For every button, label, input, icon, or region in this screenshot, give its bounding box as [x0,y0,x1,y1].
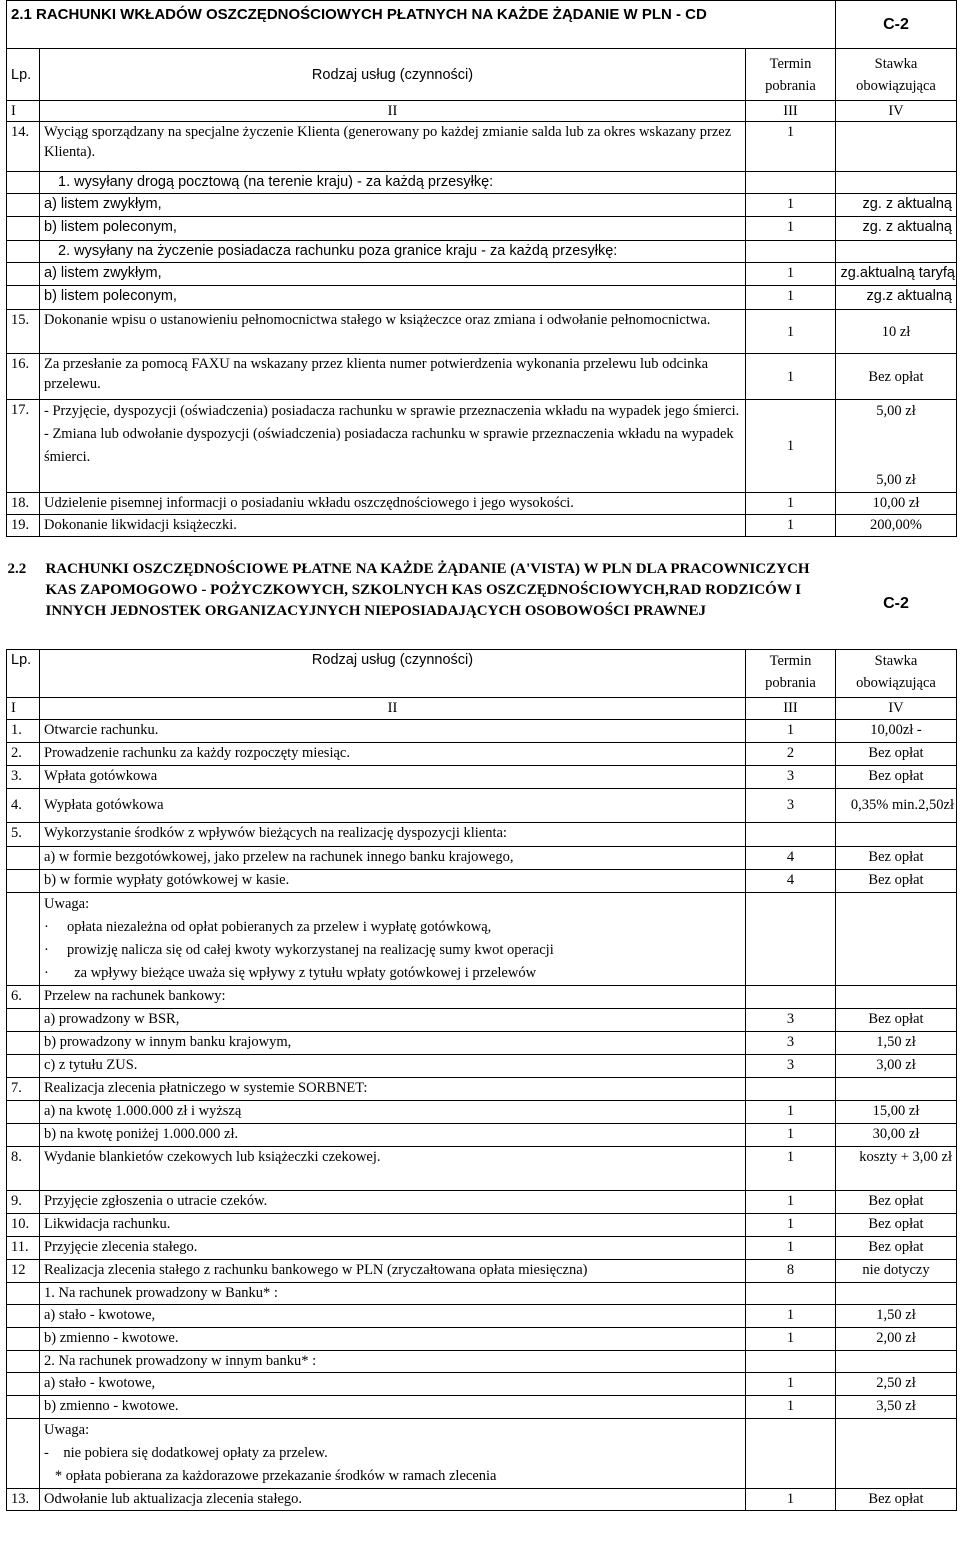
s2-col-num-iii: III [746,697,836,719]
s2-row-12-2a-term: 1 [746,1372,836,1395]
row-14-1b-rate: zg. z aktualną [836,217,957,241]
s2-row-5-lp: 5. [7,822,40,846]
s2-row-12-1a-term: 1 [746,1304,836,1327]
s2-row-5b-desc: b) w formie wypłaty gotówkowej w kasie. [40,869,746,892]
s2-row-10-rate: Bez opłat [836,1213,957,1236]
row-14-1b-desc: b) listem poleconym, [40,217,746,241]
s2-row-6c-rate: 3,00 zł [836,1054,957,1077]
s2-row-6b-desc: b) prowadzony w innym banku krajowym, [40,1031,746,1054]
s2-row-13-term: 1 [746,1488,836,1510]
s2-row-4-lp: 4. [7,788,40,822]
col-num-iv: IV [836,101,957,122]
s2-row-7b-rate: 30,00 zł [836,1123,957,1146]
s2-row-6a-desc: a) prowadzony w BSR, [40,1008,746,1031]
row-14-1-desc: 1. wysyłany drogą pocztową (na terenie kraju) - za każdą przesyłkę: [40,172,746,194]
row-15-lp: 15. [7,310,40,354]
s2-row-3-desc: Wpłata gotówkowa [40,765,746,788]
s2-row-2-desc: Prowadzenie rachunku za każdy rozpoczęty miesiąc. [40,742,746,765]
s2-row-2-rate: Bez opłat [836,742,957,765]
row-17-lp: 17. [7,400,40,493]
s2-col-num-ii: II [40,697,746,719]
row-18-rate: 10,00 zł [836,493,957,515]
s2-row-12-1b-term: 1 [746,1327,836,1350]
s2-row-12-1b-desc: b) zmienno - kwotowe. [40,1327,746,1350]
s2-header-lp: Lp. [7,649,40,697]
row-14-2a-desc: a) listem zwykłym, [40,263,746,286]
section-title: 2.1 RACHUNKI WKŁADÓW OSZCZĘDNOŚCIOWYCH PŁATNYCH NA KAŻDE ŻĄDANIE W PLN - CD [7,1,836,49]
row-14-1a-desc: a) listem zwykłym, [40,194,746,217]
s2-row-13-lp: 13. [7,1488,40,1510]
s2-row-13-desc: Odwołanie lub aktualizacja zlecenia stałego. [40,1488,746,1510]
section-2-2-code: C-2 [883,594,909,612]
s2-row-4-desc: Wypłata gotówkowa [40,788,746,822]
s2-col-num-i: I [7,697,40,719]
header-service: Rodzaj usług (czynności) [40,49,746,101]
row-16-desc: Za przesłanie za pomocą FAXU na wskazany przez klienta numer potwierdzenia wykonania przelewu lub odcinka przelewu. [40,354,746,400]
row-14-1a-term: 1 [746,194,836,217]
row-16-rate: Bez opłat [836,354,957,400]
s2-row-4-term: 3 [746,788,836,822]
col-num-iii: III [746,101,836,122]
s2-row-9-term: 1 [746,1190,836,1213]
s2-row-8-term: 1 [746,1146,836,1190]
s2-row-3-term: 3 [746,765,836,788]
s2-header-rate [836,649,957,697]
row-14-2b-rate: zg.z aktualną [836,286,957,310]
s2-row-11-lp: 11. [7,1236,40,1259]
row-17-desc-1: - Przyjęcie, dyspozycji (oświadczenia) posiadacza rachunku w sprawie przeznaczenia wkładu na wypadek jego śmierci. [44,403,740,419]
s2-row-13-rate: Bez opłat [836,1488,957,1510]
s2-row-12-note-1: - nie pobiera się dodatkowej opłaty za przelew. [44,1444,328,1461]
s2-row-7a-rate: 15,00 zł [836,1100,957,1123]
s2-row-2-lp: 2. [7,742,40,765]
row-15-rate: 10 zł [836,310,957,354]
s2-row-6a-rate: Bez opłat [836,1008,957,1031]
row-14-2-desc: 2. wysyłany na życzenie posiadacza rachunku poza granice kraju - za każdą przesyłkę: [40,241,746,263]
s2-row-3-rate: Bez opłat [836,765,957,788]
s2-row-2-term: 2 [746,742,836,765]
s2-row-5a-desc: a) w formie bezgotówkowej, jako przelew na rachunek innego banku krajowego, [40,846,746,869]
s2-row-12-1a-desc: a) stało - kwotowe, [40,1304,746,1327]
tariff-table-2-2 [6,559,957,1511]
s2-row-6c-term: 3 [746,1054,836,1077]
s2-row-6-desc: Przelew na rachunek bankowy: [40,985,746,1008]
s2-row-6b-term: 3 [746,1031,836,1054]
s2-row-11-rate: Bez opłat [836,1236,957,1259]
row-19-lp: 19. [7,515,40,537]
row-14-term: 1 [746,122,836,172]
s2-row-12-note-2: * opłata pobierana za każdorazowe przekazanie środków w ramach zlecenia [44,1467,497,1484]
s2-row-12-2a-desc: a) stało - kwotowe, [40,1372,746,1395]
row-18-term: 1 [746,493,836,515]
header-lp: Lp. [7,49,40,101]
s2-row-12-desc: Realizacja zlecenia stałego z rachunku bankowego w PLN (zryczałtowana opłata miesięczna) [40,1259,746,1282]
row-14-2a-rate: zg.aktualną taryfą [836,263,957,286]
s2-header-rate-line2: obowiązująca [856,674,936,691]
s2-row-1-term: 1 [746,719,836,742]
header-rate [836,49,957,101]
s2-row-3-lp: 3. [7,765,40,788]
s2-row-10-desc: Likwidacja rachunku. [40,1213,746,1236]
s2-row-9-rate: Bez opłat [836,1190,957,1213]
s2-row-12-2b-term: 1 [746,1395,836,1418]
s2-row-7b-term: 1 [746,1123,836,1146]
s2-row-9-lp: 9. [7,1190,40,1213]
s2-row-11-desc: Przyjęcie zlecenia stałego. [40,1236,746,1259]
s2-row-9-desc: Przyjęcie zgłoszenia o utracie czeków. [40,1190,746,1213]
s2-row-1-lp: 1. [7,719,40,742]
tariff-table-2-1 [6,0,957,537]
s2-col-num-iv: IV [836,697,957,719]
s2-row-12-2b-desc: b) zmienno - kwotowe. [40,1395,746,1418]
s2-row-5a-rate: Bez opłat [836,846,957,869]
s2-row-12-term: 8 [746,1259,836,1282]
s2-row-7b-desc: b) na kwotę poniżej 1.000.000 zł. [40,1123,746,1146]
s2-row-5-note-2: · prowizję nalicza się od całej kwoty wykorzystanej na realizację sumy kwot operacji [44,941,554,958]
s2-row-12-1-desc: 1. Na rachunek prowadzony w Banku* : [40,1282,746,1304]
s2-row-7-desc: Realizacja zlecenia płatniczego w systemie SORBNET: [40,1077,746,1100]
row-17-desc-2: - Zmiana lub odwołanie dyspozycji (oświadczenia) posiadacza rachunku w sprawie przeznaczenia wkładu na wypadek śmierci. [44,426,734,465]
document-page [6,0,956,1511]
s2-row-6a-term: 3 [746,1008,836,1031]
s2-header-term-line1: Termin [769,652,812,669]
row-14-2b-desc: b) listem poleconym, [40,286,746,310]
s2-row-12-2b-rate: 3,50 zł [836,1395,957,1418]
header-rate-line1: Stawka [874,55,918,72]
section-code: C-2 [836,1,957,49]
header-rate-line2: obowiązująca [856,77,936,94]
row-14-lp: 14. [7,122,40,172]
col-num-ii: II [40,101,746,122]
s2-row-7a-desc: a) na kwotę 1.000.000 zł i wyższą [40,1100,746,1123]
s2-row-7a-term: 1 [746,1100,836,1123]
row-17-rate-2: 5,00 zł [876,472,916,488]
s2-row-11-term: 1 [746,1236,836,1259]
col-num-i: I [7,101,40,122]
row-17-desc [40,400,746,493]
row-14-2b-term: 1 [746,286,836,310]
s2-row-7-lp: 7. [7,1077,40,1100]
row-14-1a-rate: zg. z aktualną [836,194,957,217]
header-term-line1: Termin [769,55,812,72]
s2-row-5-note-3: · za wpływy bieżące uważa się wpływy z tytułu wpłaty gotówkowej i przelewów [44,964,537,981]
s2-row-8-lp: 8. [7,1146,40,1190]
s2-row-5b-rate: Bez opłat [836,869,957,892]
section-2-2-title: RACHUNKI OSZCZĘDNOŚCIOWE PŁATNE NA KAŻDE ŻĄDANIE (A'VISTA) W PLN DLA PRACOWNICZYCH KAS ZAPOMOGOWO - POŻYCZKOWYCH, SZKOLNYCH KAS OSZCZĘDNOŚCIOWYCH,RAD RODZICÓW I INNYCH JEDNOSTEK ORGANIZACYJNYCH NIEPOSIADAJĄCYCH OSOBOWOŚCI PRAWNEJ [45,561,810,619]
s2-row-12-note-label: Uwaga: [44,1421,90,1438]
row-17-rate-1: 5,00 zł [876,403,916,419]
row-15-desc: Dokonanie wpisu o ustanowieniu pełnomocnictwa stałego w książeczce oraz zmiana i odwołanie pełnomocnictwa. [40,310,746,354]
s2-row-1-rate: 10,00zł - [836,719,957,742]
s2-row-5-note-label: Uwaga: [44,895,90,912]
row-16-term: 1 [746,354,836,400]
s2-row-12-lp: 12 [7,1259,40,1282]
row-19-rate: 200,00% [836,515,957,537]
s2-row-6c-desc: c) z tytułu ZUS. [40,1054,746,1077]
s2-row-12-1a-rate: 1,50 zł [836,1304,957,1327]
section-2-2-number: 2.2 [7,561,27,577]
s2-row-5a-term: 4 [746,846,836,869]
s2-row-5-desc: Wykorzystanie środków z wpływów bieżących na realizację dyspozycji klienta: [40,822,746,846]
row-18-desc: Udzielenie pisemnej informacji o posiadaniu wkładu oszczędnościowego i jego wysokości. [40,493,746,515]
s2-row-12-2-desc: 2. Na rachunek prowadzony w innym banku* : [40,1350,746,1372]
row-19-desc: Dokonanie likwidacji książeczki. [40,515,746,537]
s2-row-4-rate: 0,35% min.2,50zł [836,788,957,822]
s2-row-6-lp: 6. [7,985,40,1008]
s2-row-12-2a-rate: 2,50 zł [836,1372,957,1395]
row-14-desc: Wyciąg sporządzany na specjalne życzenie Klienta (generowany po każdej zmianie salda lub za okres wskazany przez Klienta). [40,122,746,172]
row-16-lp: 16. [7,354,40,400]
s2-row-10-term: 1 [746,1213,836,1236]
s2-row-5-note-1: · opłata niezależna od opłat pobieranych za przelew i wypłatę gotówkową, [44,918,492,935]
s2-header-rate-line1: Stawka [874,652,918,669]
s2-header-service: Rodzaj usług (czynności) [40,649,746,697]
s2-header-term [746,649,836,697]
s2-row-10-lp: 10. [7,1213,40,1236]
s2-row-8-rate: koszty + 3,00 zł [836,1146,957,1190]
s2-row-6b-rate: 1,50 zł [836,1031,957,1054]
row-15-term: 1 [746,310,836,354]
s2-row-5b-term: 4 [746,869,836,892]
row-19-term: 1 [746,515,836,537]
s2-row-12-rate: nie dotyczy [836,1259,957,1282]
s2-row-12-1b-rate: 2,00 zł [836,1327,957,1350]
row-18-lp: 18. [7,493,40,515]
header-term [746,49,836,101]
header-term-line2: pobrania [765,77,816,94]
s2-row-1-desc: Otwarcie rachunku. [40,719,746,742]
s2-header-term-line2: pobrania [765,674,816,691]
row-14-2a-term: 1 [746,263,836,286]
row-17-term: 1 [746,400,836,493]
s2-row-8-desc: Wydanie blankietów czekowych lub książeczki czekowej. [40,1146,746,1190]
row-14-1b-term: 1 [746,217,836,241]
